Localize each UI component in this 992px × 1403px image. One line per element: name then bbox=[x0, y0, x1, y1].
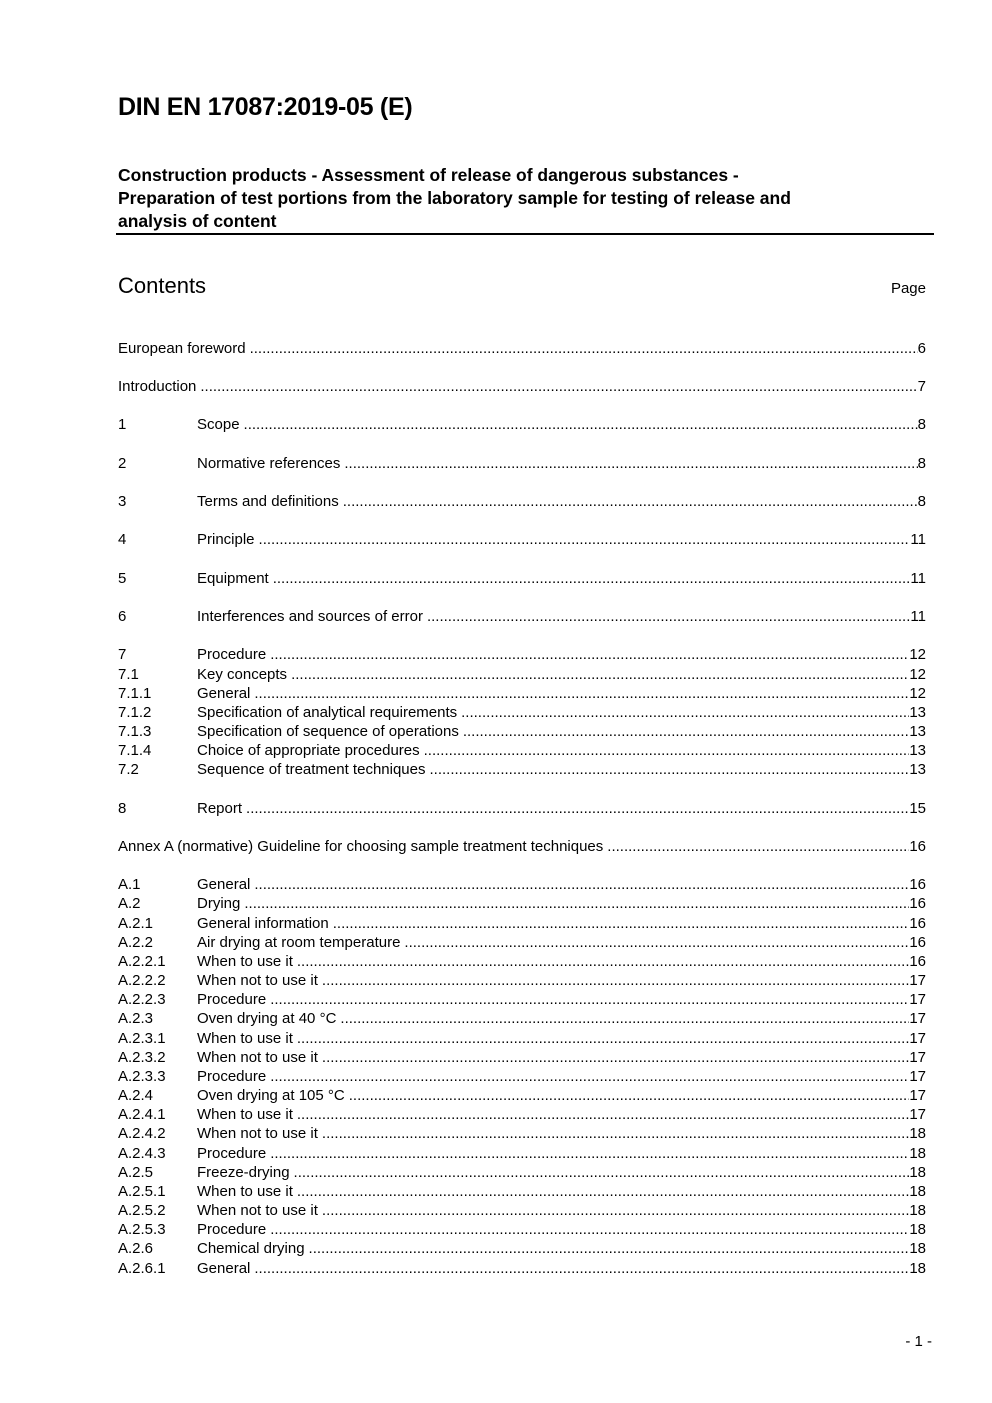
toc-entry-page: 18 bbox=[909, 1260, 926, 1277]
toc-entry-page: 17 bbox=[909, 991, 926, 1008]
toc-entry-number: A.2.5.2 bbox=[118, 1202, 166, 1219]
toc-entry[interactable] bbox=[118, 684, 926, 703]
toc-entry[interactable] bbox=[118, 1144, 926, 1163]
toc-entry-title: General information bbox=[197, 915, 329, 932]
toc-entry-title: When not to use it bbox=[197, 972, 318, 989]
toc-entry-number: A.2.2.2 bbox=[118, 972, 166, 989]
toc-entry-page: 13 bbox=[909, 761, 926, 778]
toc-entry[interactable] bbox=[118, 971, 926, 990]
toc-entry-title: Scope bbox=[197, 416, 240, 433]
toc-entry-page: 16 bbox=[909, 915, 926, 932]
toc-entry[interactable] bbox=[118, 894, 926, 913]
toc-entry-number: A.1 bbox=[118, 876, 141, 893]
toc-dot-leader bbox=[461, 703, 909, 722]
document-title: DIN EN 17087:2019-05 (E) bbox=[118, 93, 413, 121]
toc-entry[interactable] bbox=[118, 1029, 926, 1048]
toc-dot-leader bbox=[343, 492, 918, 511]
toc-entry-number: A.2 bbox=[118, 895, 141, 912]
toc-entry-number: 2 bbox=[118, 455, 127, 472]
toc-entry-number: 8 bbox=[118, 800, 127, 817]
toc-entry-number: 3 bbox=[118, 493, 127, 510]
toc-entry-number: 6 bbox=[118, 608, 127, 625]
toc-entry-title: Introduction bbox=[118, 378, 197, 395]
toc-entry[interactable] bbox=[118, 665, 926, 684]
toc-entry-number: A.2.1 bbox=[118, 915, 154, 932]
toc-entry-page: 17 bbox=[909, 1030, 926, 1047]
toc-entry-title: Terms and definitions bbox=[197, 493, 339, 510]
toc-dot-leader bbox=[259, 530, 911, 549]
subtitle-line: Preparation of test portions from the laboratory sample for testing of release and bbox=[118, 188, 791, 208]
toc-entry-page: 17 bbox=[909, 1068, 926, 1085]
toc-entry-number: 7 bbox=[118, 646, 127, 663]
toc-entry-number: A.2.3.1 bbox=[118, 1030, 166, 1047]
toc-entry[interactable] bbox=[118, 933, 926, 952]
toc-entry-number: A.2.4 bbox=[118, 1087, 154, 1104]
toc-entry-title: Chemical drying bbox=[197, 1240, 305, 1257]
toc-entry[interactable] bbox=[118, 530, 926, 549]
toc-entry[interactable] bbox=[118, 1239, 926, 1258]
toc-entry[interactable] bbox=[118, 1067, 926, 1086]
toc-entry-title: European foreword bbox=[118, 340, 246, 357]
toc-entry[interactable] bbox=[118, 952, 926, 971]
toc-dot-leader bbox=[270, 990, 909, 1009]
toc-entry[interactable] bbox=[118, 1086, 926, 1105]
toc-dot-leader bbox=[297, 1105, 909, 1124]
toc-entry[interactable] bbox=[118, 1048, 926, 1067]
toc-entry-page: 18 bbox=[909, 1164, 926, 1181]
toc-entry-page: 15 bbox=[909, 800, 926, 817]
toc-entry-page: 12 bbox=[909, 685, 926, 702]
toc-entry-page: 13 bbox=[909, 723, 926, 740]
toc-entry-page: 18 bbox=[909, 1202, 926, 1219]
toc-dot-leader bbox=[250, 339, 918, 358]
toc-entry-number: 1 bbox=[118, 416, 127, 433]
toc-entry-title: General bbox=[197, 876, 251, 893]
toc-dot-leader bbox=[333, 914, 910, 933]
toc-dot-leader bbox=[427, 607, 910, 626]
toc-entry-page: 18 bbox=[909, 1145, 926, 1162]
toc-entry-page: 18 bbox=[909, 1221, 926, 1238]
toc-entry-title: Freeze-drying bbox=[197, 1164, 290, 1181]
toc-dot-leader bbox=[607, 837, 909, 856]
toc-entry[interactable] bbox=[118, 454, 926, 473]
toc-entry[interactable] bbox=[118, 703, 926, 722]
toc-entry[interactable] bbox=[118, 741, 926, 760]
toc-entry-title: Oven drying at 40 °C bbox=[197, 1010, 337, 1027]
toc-entry-title: Normative references bbox=[197, 455, 341, 472]
toc-entry-number: 7.1.3 bbox=[118, 723, 152, 740]
toc-entry-number: A.2.2.1 bbox=[118, 953, 166, 970]
toc-entry-page: 6 bbox=[917, 340, 926, 357]
toc-entry-page: 11 bbox=[910, 570, 926, 587]
toc-dot-leader bbox=[349, 1086, 910, 1105]
toc-entry-page: 17 bbox=[909, 1106, 926, 1123]
toc-dot-leader bbox=[322, 1048, 909, 1067]
toc-dot-leader bbox=[270, 1067, 909, 1086]
toc-entry-title: When to use it bbox=[197, 1183, 293, 1200]
toc-entry[interactable] bbox=[118, 1163, 926, 1182]
toc-entry-title: Key concepts bbox=[197, 666, 288, 683]
toc-entry-number: A.2.5.1 bbox=[118, 1183, 166, 1200]
toc-entry-number: A.2.4.1 bbox=[118, 1106, 166, 1123]
toc-entry-title: Principle bbox=[197, 531, 255, 548]
toc-entry[interactable] bbox=[118, 760, 926, 779]
toc-entry-page: 17 bbox=[909, 972, 926, 989]
toc-entry-title: Equipment bbox=[197, 570, 269, 587]
toc-dot-leader bbox=[309, 1239, 910, 1258]
toc-dot-leader bbox=[270, 645, 909, 664]
page-column-heading: Page bbox=[890, 280, 926, 297]
toc-entry-page: 18 bbox=[909, 1125, 926, 1142]
toc-entry-title: General bbox=[197, 685, 251, 702]
toc-entry[interactable] bbox=[118, 415, 926, 434]
toc-dot-leader bbox=[244, 415, 918, 434]
toc-dot-leader bbox=[200, 377, 917, 396]
toc-dot-leader bbox=[297, 952, 909, 971]
toc-entry[interactable] bbox=[118, 377, 926, 396]
toc-dot-leader bbox=[297, 1029, 909, 1048]
toc-entry-page: 7 bbox=[917, 378, 926, 395]
toc-entry-title: When not to use it bbox=[197, 1202, 318, 1219]
toc-dot-leader bbox=[340, 1009, 909, 1028]
toc-entry-number: A.2.6 bbox=[118, 1240, 154, 1257]
subtitle-line: analysis of content bbox=[118, 211, 277, 231]
toc-entry-number: A.2.2 bbox=[118, 934, 154, 951]
toc-dot-leader bbox=[254, 684, 909, 703]
toc-entry-number: A.2.4.2 bbox=[118, 1125, 166, 1142]
toc-dot-leader bbox=[270, 1144, 909, 1163]
toc-entry-number: A.2.2.3 bbox=[118, 991, 166, 1008]
toc-entry[interactable] bbox=[118, 1182, 926, 1201]
toc-entry-page: 17 bbox=[909, 1087, 926, 1104]
toc-entry-page: 13 bbox=[909, 704, 926, 721]
toc-entry-page: 17 bbox=[909, 1010, 926, 1027]
toc-dot-leader bbox=[246, 799, 909, 818]
toc-dot-leader bbox=[254, 1259, 909, 1278]
toc-entry-title: When not to use it bbox=[197, 1125, 318, 1142]
toc-dot-leader bbox=[297, 1182, 909, 1201]
toc-entry-title: Specification of analytical requirements bbox=[197, 704, 458, 721]
page-number: - 1 - bbox=[905, 1333, 932, 1350]
toc-entry[interactable] bbox=[118, 645, 926, 664]
toc-entry[interactable] bbox=[118, 339, 926, 358]
toc-dot-leader bbox=[294, 1163, 910, 1182]
toc-entry[interactable] bbox=[118, 492, 926, 511]
toc-entry-page: 8 bbox=[917, 493, 926, 510]
toc-entry-number: A.2.5 bbox=[118, 1164, 154, 1181]
contents-heading: Contents bbox=[118, 273, 207, 298]
toc-entry-title: Procedure bbox=[197, 991, 267, 1008]
toc-entry-title: Procedure bbox=[197, 1068, 267, 1085]
toc-entry-title: When to use it bbox=[197, 953, 293, 970]
toc-entry-page: 11 bbox=[910, 531, 926, 548]
toc-entry-title: Annex A (normative) Guideline for choosing sample treatment techniques bbox=[118, 838, 604, 855]
toc-entry-title: Specification of sequence of operations bbox=[197, 723, 459, 740]
toc-dot-leader bbox=[430, 760, 910, 779]
toc-entry-title: General bbox=[197, 1260, 251, 1277]
toc-entry-title: Sequence of treatment techniques bbox=[197, 761, 426, 778]
toc-entry-page: 13 bbox=[909, 742, 926, 759]
toc-entry-page: 18 bbox=[909, 1183, 926, 1200]
toc-entry[interactable] bbox=[118, 1220, 926, 1239]
toc-entry[interactable] bbox=[118, 875, 926, 894]
toc-entry-page: 11 bbox=[910, 608, 926, 625]
toc-entry-page: 12 bbox=[909, 646, 926, 663]
toc-dot-leader bbox=[424, 741, 910, 760]
toc-entry-number: 5 bbox=[118, 570, 127, 587]
toc-entry-number: A.2.3 bbox=[118, 1010, 154, 1027]
toc-dot-leader bbox=[463, 722, 909, 741]
toc-entry[interactable] bbox=[118, 1201, 926, 1220]
toc-entry-title: Procedure bbox=[197, 1145, 267, 1162]
toc-entry-page: 17 bbox=[909, 1049, 926, 1066]
toc-entry-page: 8 bbox=[917, 416, 926, 433]
toc-entry[interactable] bbox=[118, 1105, 926, 1124]
toc-entry[interactable] bbox=[118, 722, 926, 741]
toc-entry-number: A.2.3.3 bbox=[118, 1068, 166, 1085]
toc-entry-title: When not to use it bbox=[197, 1049, 318, 1066]
toc-entry-number: 7.1.1 bbox=[118, 685, 152, 702]
toc-entry-title: Air drying at room temperature bbox=[197, 934, 401, 951]
toc-dot-leader bbox=[270, 1220, 909, 1239]
toc-entry-title: When to use it bbox=[197, 1030, 293, 1047]
toc-entry-number: 7.2 bbox=[118, 761, 139, 778]
toc-entry[interactable] bbox=[118, 914, 926, 933]
document-subtitle bbox=[118, 164, 934, 233]
subtitle-line: Construction products - Assessment of release of dangerous substances - bbox=[118, 165, 739, 185]
toc-dot-leader bbox=[404, 933, 909, 952]
toc-entry[interactable] bbox=[118, 1259, 926, 1278]
toc-entry[interactable] bbox=[118, 990, 926, 1009]
toc-entry-title: Procedure bbox=[197, 1221, 267, 1238]
toc-entry-title: Interferences and sources of error bbox=[197, 608, 423, 625]
toc-entry-number: 7.1 bbox=[118, 666, 139, 683]
toc-dot-leader bbox=[322, 1124, 909, 1143]
toc-entry[interactable] bbox=[118, 1124, 926, 1143]
toc-entry-title: Oven drying at 105 °C bbox=[197, 1087, 345, 1104]
toc-dot-leader bbox=[254, 875, 909, 894]
toc-dot-leader bbox=[322, 1201, 909, 1220]
toc-entry-title: Report bbox=[197, 800, 243, 817]
toc-entry[interactable] bbox=[118, 569, 926, 588]
toc-entry-number: A.2.3.2 bbox=[118, 1049, 166, 1066]
toc-entry-title: Drying bbox=[197, 895, 241, 912]
toc-entry-page: 16 bbox=[909, 895, 926, 912]
toc-dot-leader bbox=[244, 894, 909, 913]
toc-entry-number: 7.1.4 bbox=[118, 742, 152, 759]
toc-dot-leader bbox=[273, 569, 911, 588]
toc-entry-number: 4 bbox=[118, 531, 127, 548]
toc-entry-title: When to use it bbox=[197, 1106, 293, 1123]
toc-entry-title: Procedure bbox=[197, 646, 267, 663]
toc-entry[interactable] bbox=[118, 1009, 926, 1028]
toc-dot-leader bbox=[291, 665, 909, 684]
toc-entry-number: 7.1.2 bbox=[118, 704, 152, 721]
toc-entry-page: 16 bbox=[909, 838, 926, 855]
toc-entry-page: 12 bbox=[909, 666, 926, 683]
toc-entry[interactable] bbox=[118, 607, 926, 626]
toc-entry-number: A.2.5.3 bbox=[118, 1221, 166, 1238]
title-divider bbox=[116, 233, 934, 235]
toc-entry-number: A.2.6.1 bbox=[118, 1260, 166, 1277]
toc-entry-page: 16 bbox=[909, 876, 926, 893]
toc-entry-page: 8 bbox=[917, 455, 926, 472]
toc-entry[interactable] bbox=[118, 799, 926, 818]
toc-dot-leader bbox=[344, 454, 917, 473]
toc-dot-leader bbox=[322, 971, 909, 990]
toc-entry-number: A.2.4.3 bbox=[118, 1145, 166, 1162]
toc-entry-page: 16 bbox=[909, 953, 926, 970]
toc-entry-page: 18 bbox=[909, 1240, 926, 1257]
toc-entry-title: Choice of appropriate procedures bbox=[197, 742, 420, 759]
toc-entry-page: 16 bbox=[909, 934, 926, 951]
toc-entry[interactable] bbox=[118, 837, 926, 856]
